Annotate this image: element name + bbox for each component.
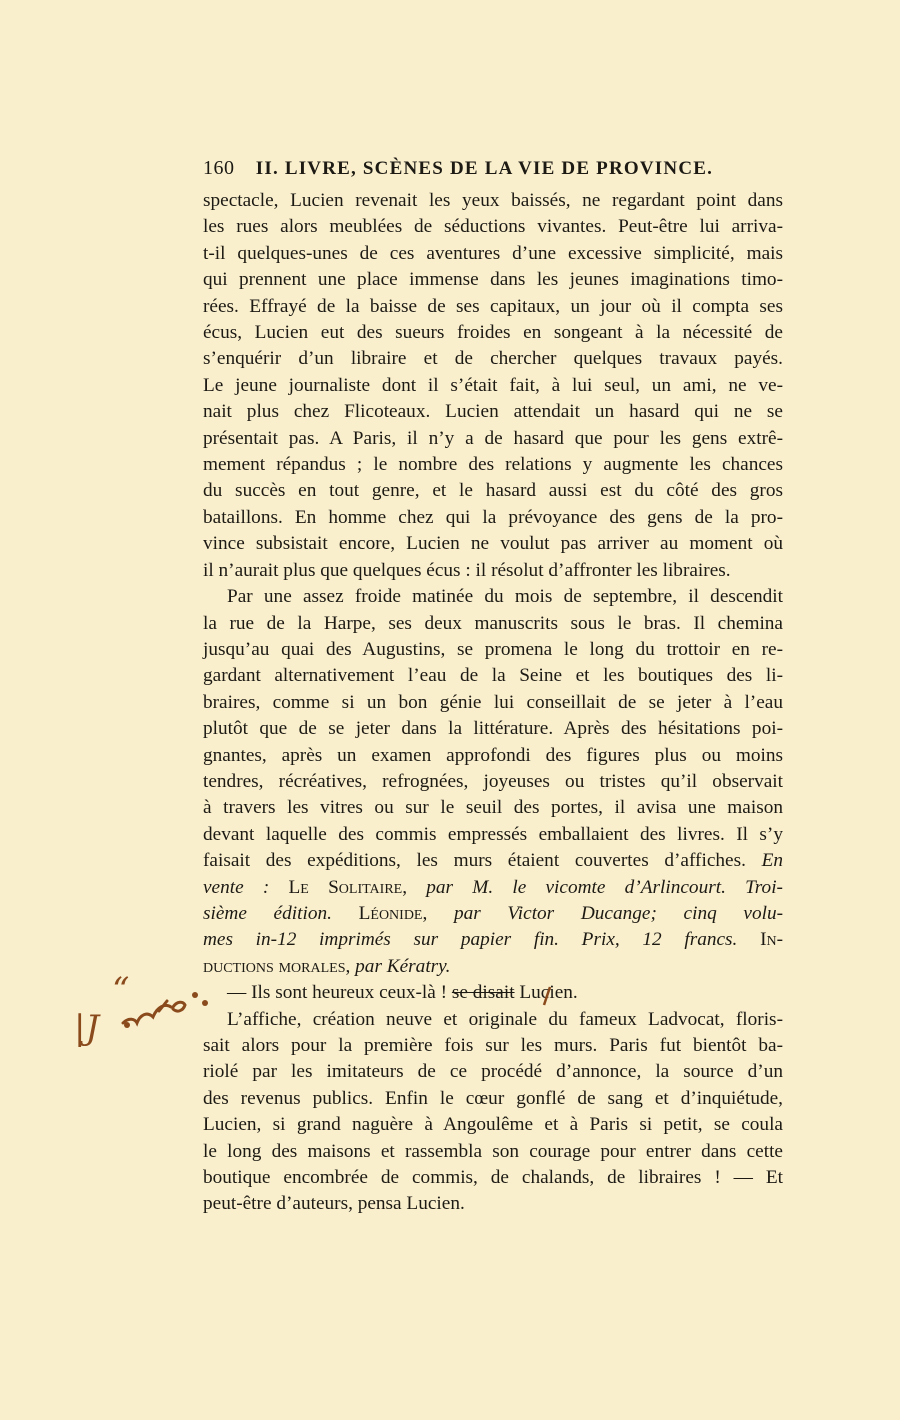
proofmark-icon [538, 985, 554, 1009]
text-line: il n’aurait plus que quelques écus : il résolut d’affronter les libraires. [203, 559, 731, 581]
page-body [203, 188, 783, 1218]
text-line: boutique encombrée de commis, de chalands, de libraires ! — Et [203, 1167, 783, 1189]
text-line: t-il quelques-unes de ces aventures d’une excessive simplicité, mais [203, 242, 783, 264]
text-line: écus, Lucien eut des sueurs froides en songeant à la nécessité de [203, 322, 783, 344]
margin-correction-mark: |J [74, 1008, 100, 1048]
text-line: spectacle, Lucien revenait les yeux baissés, ne regardant point dans [203, 190, 783, 211]
text-line: gnantes, après un examen approfondi des figures plus ou moins [203, 744, 783, 766]
advert-par-ducange: par Victor Ducange; cinq volu- [453, 902, 784, 924]
text-line: Par une assez froide matinée du mois de septembre, il descendit [227, 586, 783, 608]
advert-line-3 [203, 901, 783, 927]
dialogue-name: Lucien. [519, 982, 578, 1004]
text-line: bataillons. En homme chez qui la prévoyance des gens de la pro- [203, 506, 783, 528]
text-line: riolé par les imitateurs de ce procédé d’annonce, la source d’un [203, 1061, 783, 1083]
advert-solitaire: Le Solitaire, [288, 876, 408, 898]
advert-sieme: sième édition. [203, 902, 332, 924]
text-line: les rues alors meublées de séductions vivantes. Peut-être lui arriva- [203, 216, 783, 238]
text-line: mement répandus ; le nombre des relations y augmente les chances [203, 454, 783, 476]
text-line: jusqu’au quai des Augustins, se promena le long du trottoir en re- [203, 638, 783, 660]
advert-par-arlincourt: par M. le vicomte d’Arlincourt. Troi- [426, 876, 783, 898]
text-line: peut-être d’auteurs, pensa Lucien. [203, 1193, 465, 1215]
advert-line-5 [203, 954, 783, 980]
text-segment: faisait des expéditions, les murs étaient couvertes d’affiches. [203, 850, 746, 872]
advert-line-4 [203, 927, 783, 953]
text-line: qui prennent une place immense dans les jeunes imaginations timo- [203, 269, 783, 291]
advert-line-2 [203, 875, 783, 901]
text-line: du succès en tout genre, et le hasard aussi est du côté des gros [203, 480, 783, 502]
text-line: Le jeune journaliste dont il s’était fait, à lui seul, un ami, ne ve- [203, 374, 783, 396]
advert-leonide: Léonide, [358, 902, 428, 924]
dialogue-text: — Ils sont heureux ceux-là ! [227, 982, 448, 1004]
advert-inductions: ductions morales, [203, 955, 351, 977]
text-line: rées. Effrayé de la baisse de ses capitaux, un jour où il compta ses [203, 295, 783, 317]
advert-line-1 [203, 848, 783, 874]
text-line: à travers les vitres ou sur le seuil des portes, il avisa une maison [203, 797, 783, 819]
advert-en: En [761, 850, 783, 872]
page-header [203, 157, 783, 180]
text-line: nait plus chez Flicoteaux. Lucien attendait un hasard qui ne se [203, 401, 783, 423]
page-number: 160 [203, 157, 235, 179]
advert-mes: mes in-12 imprimés sur papier fin. Prix, 12 francs. [203, 929, 738, 951]
text-line: sait alors pour la première fois sur les murs. Paris fut bientôt ba- [203, 1035, 783, 1056]
text-line: des revenus publics. Enfin le cœur gonflé de sang et d’inquiétude, [203, 1087, 783, 1109]
text-line: tendres, récréatives, refrognées, joyeuses ou tristes qu’il observait [203, 770, 783, 792]
margin-quote-mark: “ [112, 970, 130, 1010]
advert-in: In- [760, 929, 784, 951]
advert-par-keratry: par Kératry. [355, 955, 451, 977]
struck-text: se disait [451, 982, 515, 1004]
text-line: gardant alternativement l’eau de la Seine et les boutiques des li- [203, 665, 783, 687]
text-line: devant laquelle des commis empressés emballaient des livres. Il s’y [203, 823, 783, 845]
text-line: présentait pas. A Paris, il n’y a de hasard que pour les gens extrê- [203, 427, 783, 449]
text-line: braires, comme si un bon génie lui conseillait de se jeter à l’eau [203, 691, 783, 713]
text-line: s’enquérir d’un libraire et de chercher quelques travaux payés. [203, 348, 783, 370]
dialogue-line [203, 980, 783, 1006]
text-line: L’affiche, création neuve et originale du fameux Ladvocat, floris- [227, 1008, 783, 1030]
advert-vente: vente : [203, 876, 270, 898]
handwritten-correction-icon [115, 985, 210, 1035]
text-line: Lucien, si grand naguère à Angoulême et à Paris si petit, se coula [203, 1114, 783, 1136]
text-line: le long des maisons et rassembla son courage pour entrer dans cette [203, 1140, 783, 1162]
text-line: la rue de la Harpe, ses deux manuscrits sous le bras. Il chemina [203, 612, 783, 634]
text-line: vince subsistait encore, Lucien ne voulut pas arriver au moment où [203, 533, 783, 555]
text-line: plutôt que de se jeter dans la littérature. Après des hésitations poi- [203, 718, 783, 740]
running-title: II. LIVRE, SCÈNES DE LA VIE DE PROVINCE. [255, 158, 714, 179]
